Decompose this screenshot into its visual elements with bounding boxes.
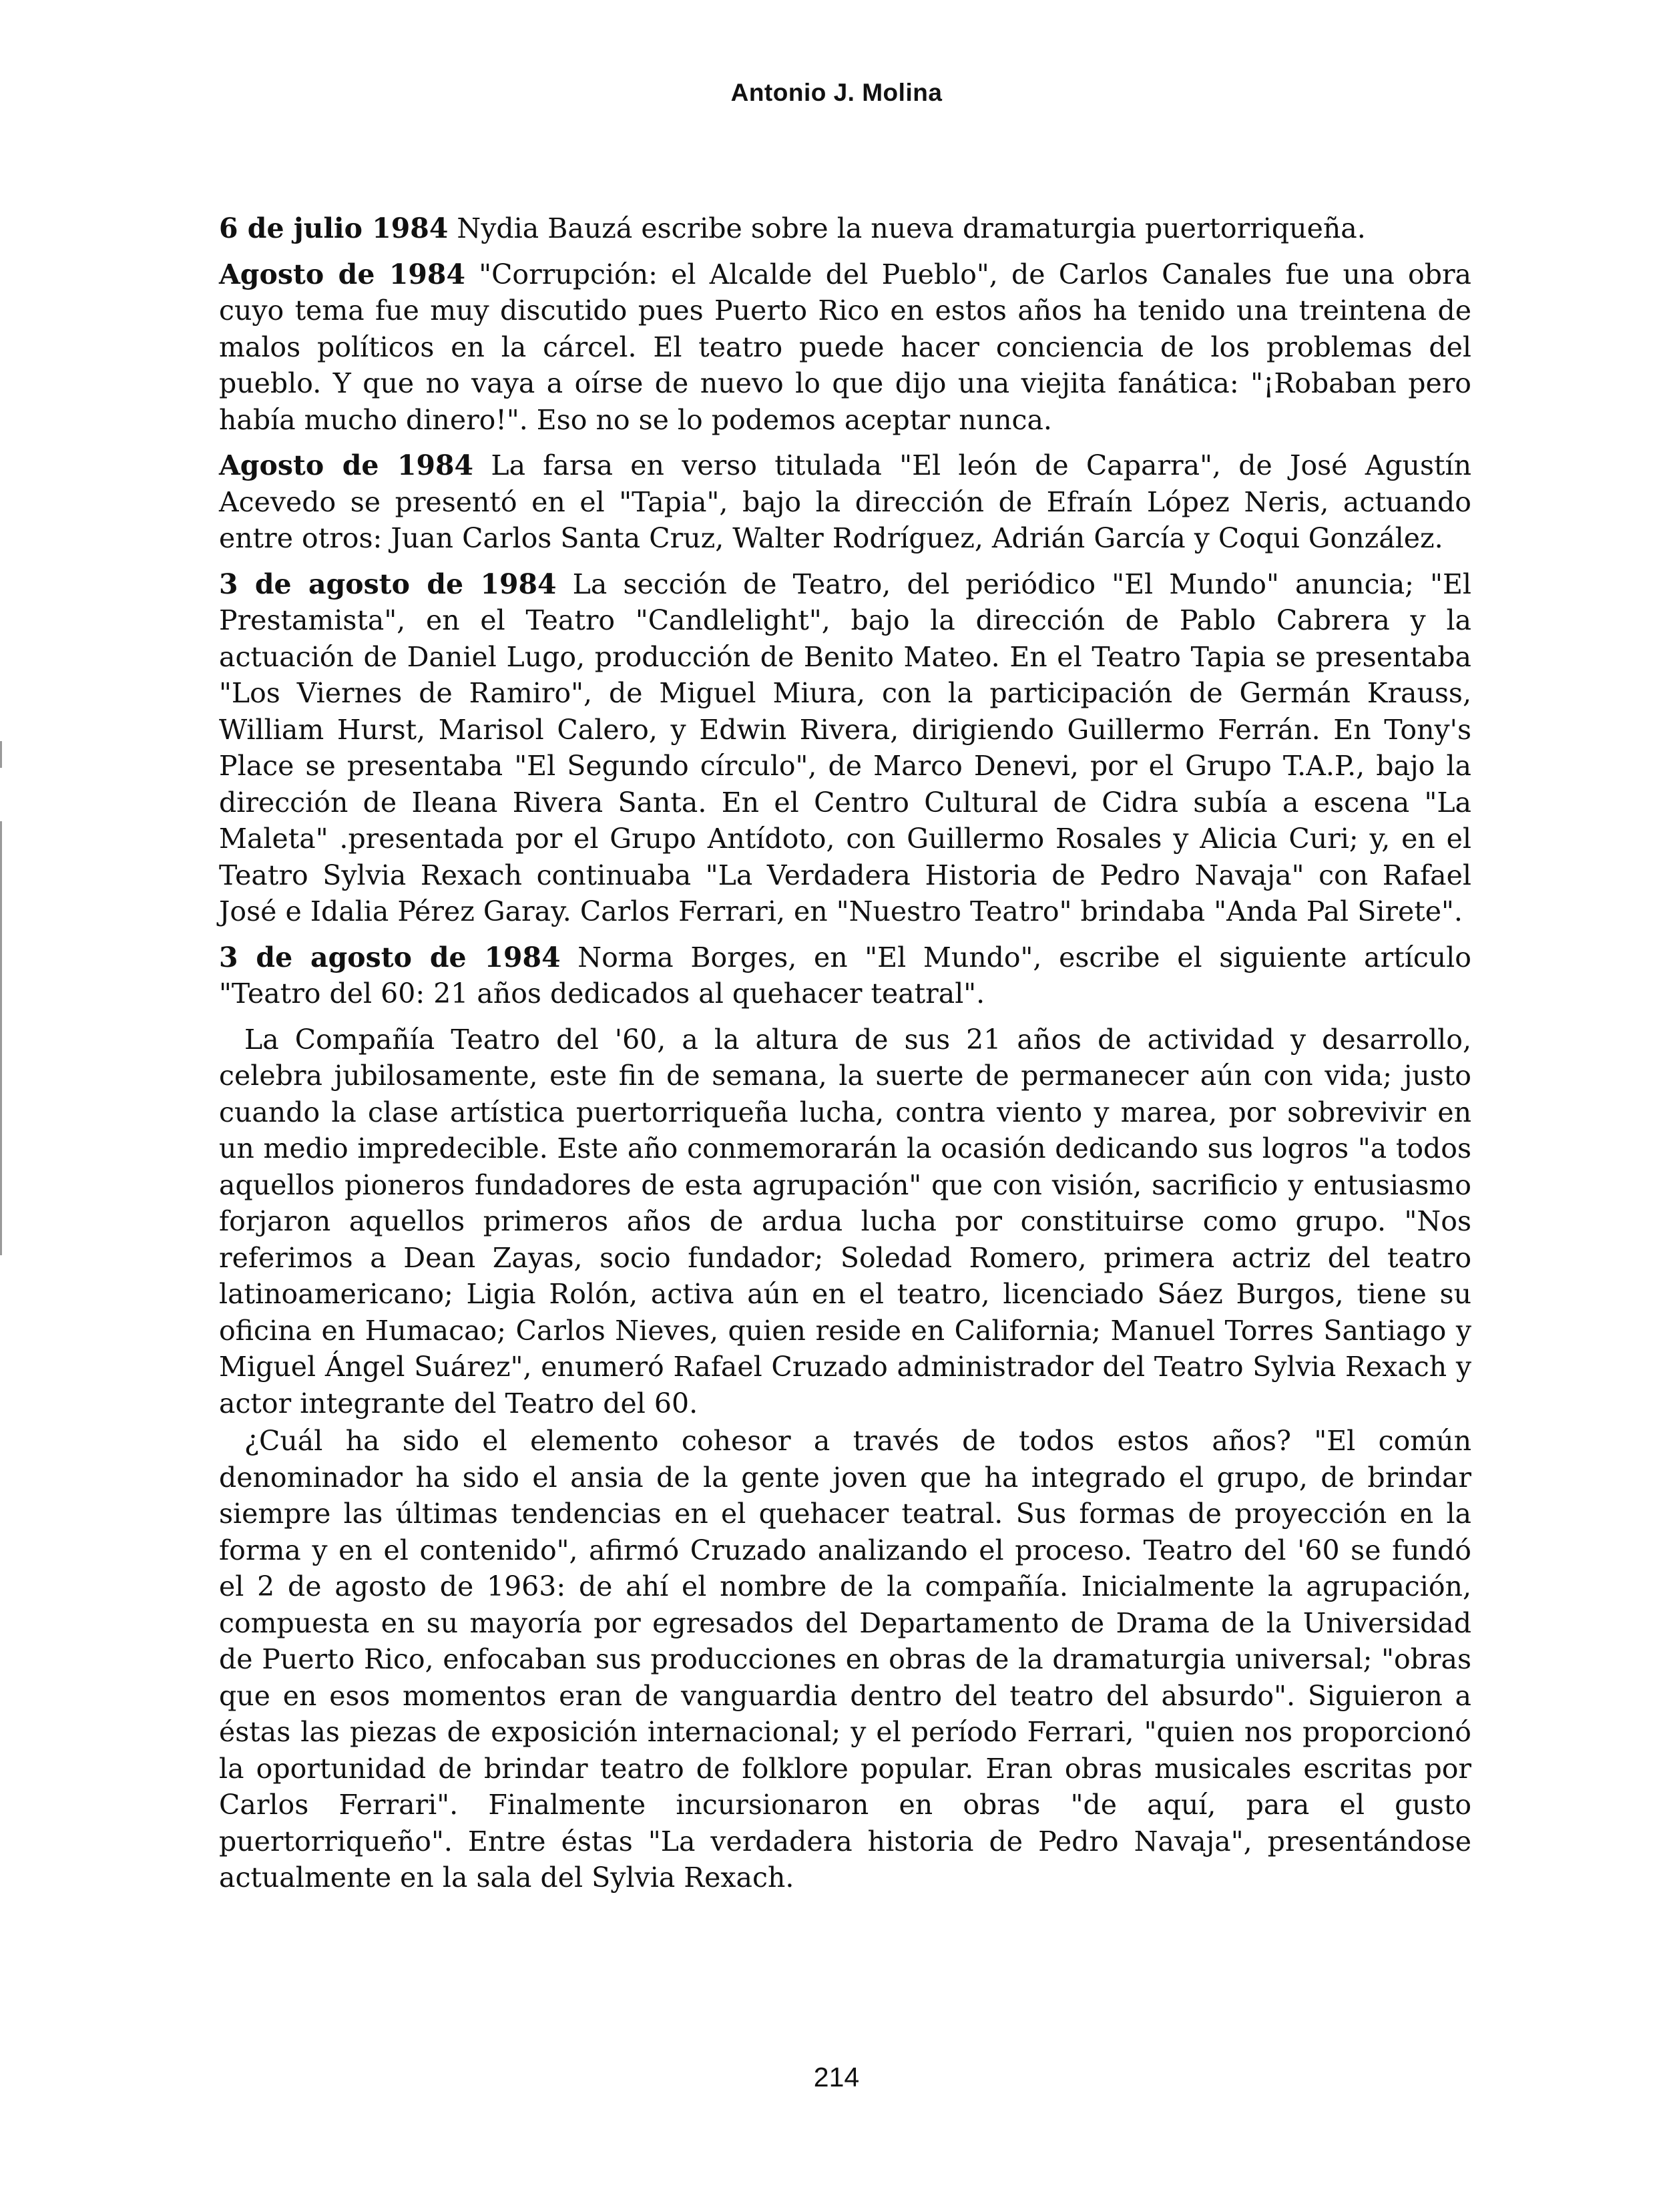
entry-text: "Corrupción: el Alcalde del Pueblo", de Carlos Canales fue una obra cuyo tema fue muy discutido pues Puerto Rico en estos años ha tenido una treintena de malos políticos en la cárcel. El teatro puede hacer conciencia de los problemas del pueblo. Y que no vaya a oírse de nuevo lo que dijo una viejita fanática: "¡Robaban pero había mucho dinero!". Eso no se lo podemos aceptar nunca.	[219, 258, 1471, 436]
entry-text: La farsa en verso titulada "El león de Caparra", de José Agustín Acevedo se presentó en el "Tapia", bajo la dirección de Efraín López Neris, actuando entre otros: Juan Carlos Santa Cruz, Walter Rodríguez, Adrián García y Coqui González.	[219, 449, 1472, 554]
document-body	[219, 210, 1471, 1896]
entry-date: Agosto de 1984	[219, 258, 465, 290]
entry-date: 3 de agosto de 1984	[219, 568, 557, 600]
article-paragraph: ¿Cuál ha sido el elemento cohesor a través de todos estos años? "El común denominador ha sido el ansia de la gente joven que ha integrado el grupo, de brindar siempre las últimas tendencias en el quehacer teatral. Sus formas de proyección en la forma y en el contenido", afirmó Cruzado analizando el proceso. Teatro del '60 se fundó el 2 de agosto de 1963: de ahí el nombre de la compañía. Inicialmente la agrupación, compuesta en su mayoría por egresados del Departamento de Drama de la Universidad de Puerto Rico, enfocaban sus producciones en obras de la dramaturgia universal; "obras que en esos momentos eran de vanguardia dentro del teatro del absurdo". Siguieron a éstas las piezas de exposición internacional; y el período Ferrari, "quien nos proporcionó la oportunidad de brindar teatro de folklore popular. Eran obras musicales escritas por Carlos Ferrari". Finalmente incursionaron en obras "de aquí, para el gusto puertorriqueño". Entre éstas "La verdadera historia de Pedro Navaja", presentándose actualmente en la sala del Sylvia Rexach.	[219, 1425, 1471, 1894]
entry-date: 6 de julio 1984	[219, 212, 449, 244]
page-number: 214	[813, 2062, 860, 2092]
entry-date: 3 de agosto de 1984	[219, 941, 561, 973]
chronology-entry	[219, 939, 1471, 1012]
chronology-entry	[219, 566, 1471, 930]
page-header-author: Antonio J. Molina	[730, 79, 943, 106]
scan-edge-mark	[0, 821, 2, 1255]
entry-date: Agosto de 1984	[219, 449, 474, 481]
entry-text: La sección de Teatro, del periódico "El Mundo" anuncia; "El Prestamista", en el Teatro "Candlelight", bajo la dirección de Pablo Cabrera y la actuación de Daniel Lugo, producción de Benito Mateo. En el Teatro Tapia se presentaba "Los Viernes de Ramiro", de Miguel Miura, con la participación de Germán Krauss, William Hurst, Marisol Calero, y Edwin Rivera, dirigiendo Guillermo Ferrán. En Tony's Place se presentaba "El Segundo círculo", de Marco Denevi, por el Grupo T.A.P., bajo la dirección de Ileana Rivera Santa. En el Centro Cultural de Cidra subía a escena "La Maleta" .presentada por el Grupo Antídoto, con Guillermo Rosales y Alicia Curi; y, en el Teatro Sylvia Rexach continuaba "La Verdadera Historia de Pedro Navaja" con Rafael José e Idalia Pérez Garay. Carlos Ferrari, en "Nuestro Teatro" brindaba "Anda Pal Sirete".	[219, 568, 1471, 927]
chronology-entry	[219, 210, 1471, 247]
scan-edge-mark	[0, 741, 2, 768]
chronology-entry	[219, 256, 1471, 439]
entry-text: Nydia Bauzá escribe sobre la nueva dramaturgia puertorriqueña.	[448, 212, 1366, 244]
entry-text: Norma Borges, en "El Mundo", escribe el siguiente artículo "Teatro del 60: 21 años dedicados al quehacer teatral".	[219, 941, 1471, 1010]
chronology-entry	[219, 447, 1471, 557]
article-paragraph: La Compañía Teatro del '60, a la altura de sus 21 años de actividad y desarrollo, celebra jubilosamente, este fin de semana, la suerte de permanecer aún con vida; justo cuando la clase artística puertorriqueña lucha, contra viento y marea, por sobrevivir en un medio impredecible. Este año conmemorarán la ocasión dedicando sus logros "a todos aquellos pioneros fundadores de esta agrupación" que con visión, sacrificio y entusiasmo forjaron aquellos primeros años de ardua lucha por constituirse como grupo. "Nos referimos a Dean Zayas, socio fundador; Soledad Romero, primera actriz del teatro latinoamericano; Ligia Rolón, activa aún en el teatro, licenciado Sáez Burgos, tiene su oficina en Humacao; Carlos Nieves, quien reside en California; Manuel Torres Santiago y Miguel Ángel Suárez", enumeró Rafael Cruzado administrador del Teatro Sylvia Rexach y actor integrante del Teatro del 60.	[219, 1023, 1471, 1419]
